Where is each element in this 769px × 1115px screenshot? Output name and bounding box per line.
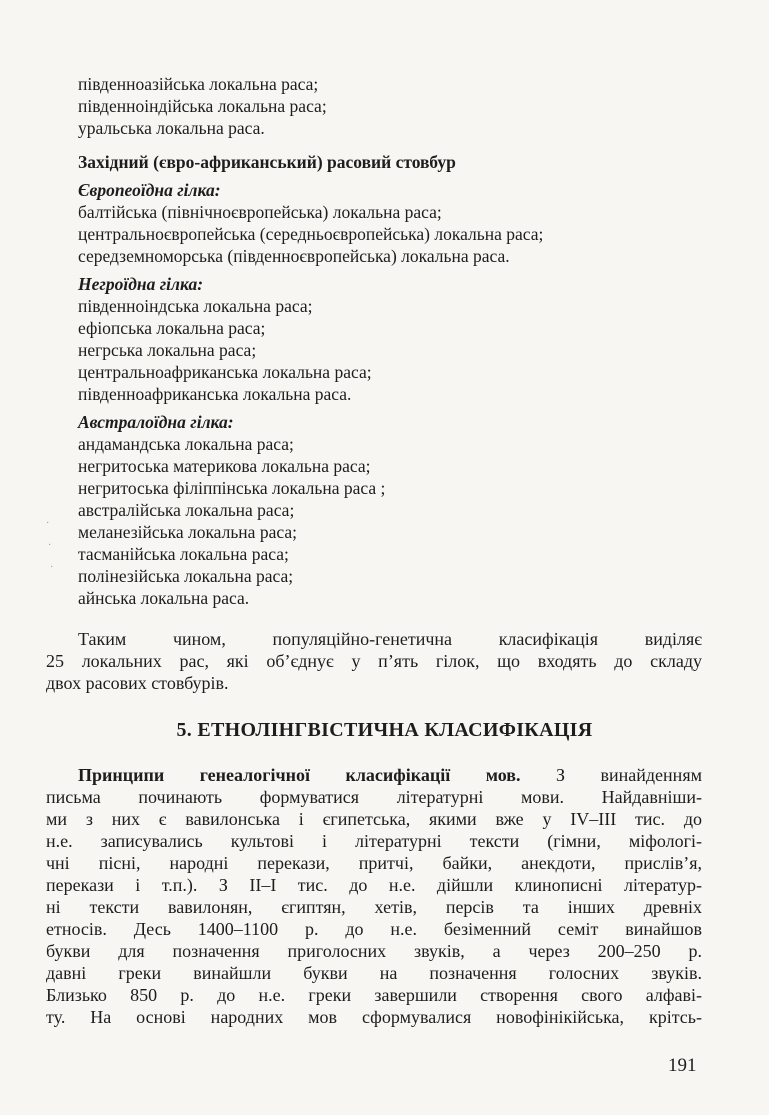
list-item: балтійська (північноєвропейська) локальна раса;	[78, 202, 442, 222]
scan-speck: ·	[48, 540, 52, 551]
negroid-branch-heading: Негроїдна гілка:	[78, 274, 204, 294]
summary-line: двох расових стовбурів.	[46, 673, 229, 693]
body-line: ні тексти вавилонян, єгиптян, хетів, персів та інших древніх	[46, 897, 702, 917]
list-item: айнська локальна раса.	[78, 588, 250, 608]
list-item: уральська локальна раса.	[78, 118, 265, 138]
summary-line: Таким чином, популяційно-генетична класифікація виділяє	[78, 629, 702, 649]
list-item: негритоська філіппінська локальна раса ;	[78, 478, 386, 498]
body-line	[78, 764, 702, 786]
body-line: букви для позначення приголосних звуків, а через 200–250 р.	[46, 941, 702, 961]
list-item: південноіндська локальна раса;	[78, 296, 313, 316]
body-line: перекази і т.п.). З II–I тис. до н.е. дійшли клинописні літератур-	[46, 875, 702, 895]
list-item: негритоська материкова локальна раса;	[78, 456, 371, 476]
list-item: південноафриканська локальна раса.	[78, 384, 352, 404]
body-line: давні греки винайшли букви на позначення голосних звуків.	[46, 963, 702, 983]
summary-line: 25 локальних рас, які об’єднує у п’ять гілок, що входять до складу	[46, 651, 702, 671]
body-line: ту. На основі народних мов сформувалися новофінікійська, крітсь-	[46, 1007, 702, 1027]
australoid-branch-heading: Австралоїдна гілка:	[78, 412, 234, 432]
page-number: 191	[668, 1055, 697, 1076]
body-line: письма починають формуватися літературні мови. Найдавніши-	[46, 787, 702, 807]
list-item: полінезійська локальна раса;	[78, 566, 294, 586]
list-item: середземноморська (південноєвропейська) локальна раса.	[78, 246, 510, 266]
scan-speck: ·	[50, 562, 54, 573]
list-item: негрська локальна раса;	[78, 340, 257, 360]
section-title: 5. ЕТНОЛІНГВІСТИЧНА КЛАСИФІКАЦІЯ	[176, 719, 593, 741]
europeoid-branch-heading: Європеоїдна гілка:	[78, 180, 221, 200]
list-item: центральноєвропейська (середньоєвропейська) локальна раса;	[78, 224, 544, 244]
list-item: австралійська локальна раса;	[78, 500, 295, 520]
list-item: південноіндійська локальна раса;	[78, 96, 327, 116]
body-text: З винайденням	[520, 765, 702, 785]
body-line: чні пісні, народні перекази, притчі, байки, анекдоти, прислів’я,	[46, 853, 702, 873]
list-item: меланезійська локальна раса;	[78, 522, 297, 542]
paragraph-lead: Принципи генеалогічної класифікації мов.	[78, 765, 521, 785]
scan-speck: ·	[46, 518, 50, 529]
western-trunk-heading: Західний (євро-африканський) расовий стовбур	[78, 152, 456, 172]
list-item: південноазійська локальна раса;	[78, 74, 319, 94]
body-line: Близько 850 р. до н.е. греки завершили створення свого алфаві-	[46, 985, 702, 1005]
list-item: тасманійська локальна раса;	[78, 544, 289, 564]
list-item: андамандська локальна раса;	[78, 434, 294, 454]
list-item: центральноафриканська локальна раса;	[78, 362, 372, 382]
body-line: ми з них є вавилонська і єгипетська, якими вже у IV–III тис. до	[46, 809, 702, 829]
body-line: н.е. записувались культові і літературні тексти (гімни, міфологі-	[46, 831, 702, 851]
list-item: ефіопська локальна раса;	[78, 318, 266, 338]
body-line: етносів. Десь 1400–1100 р. до н.е. безіменний семіт винайшов	[46, 919, 702, 939]
